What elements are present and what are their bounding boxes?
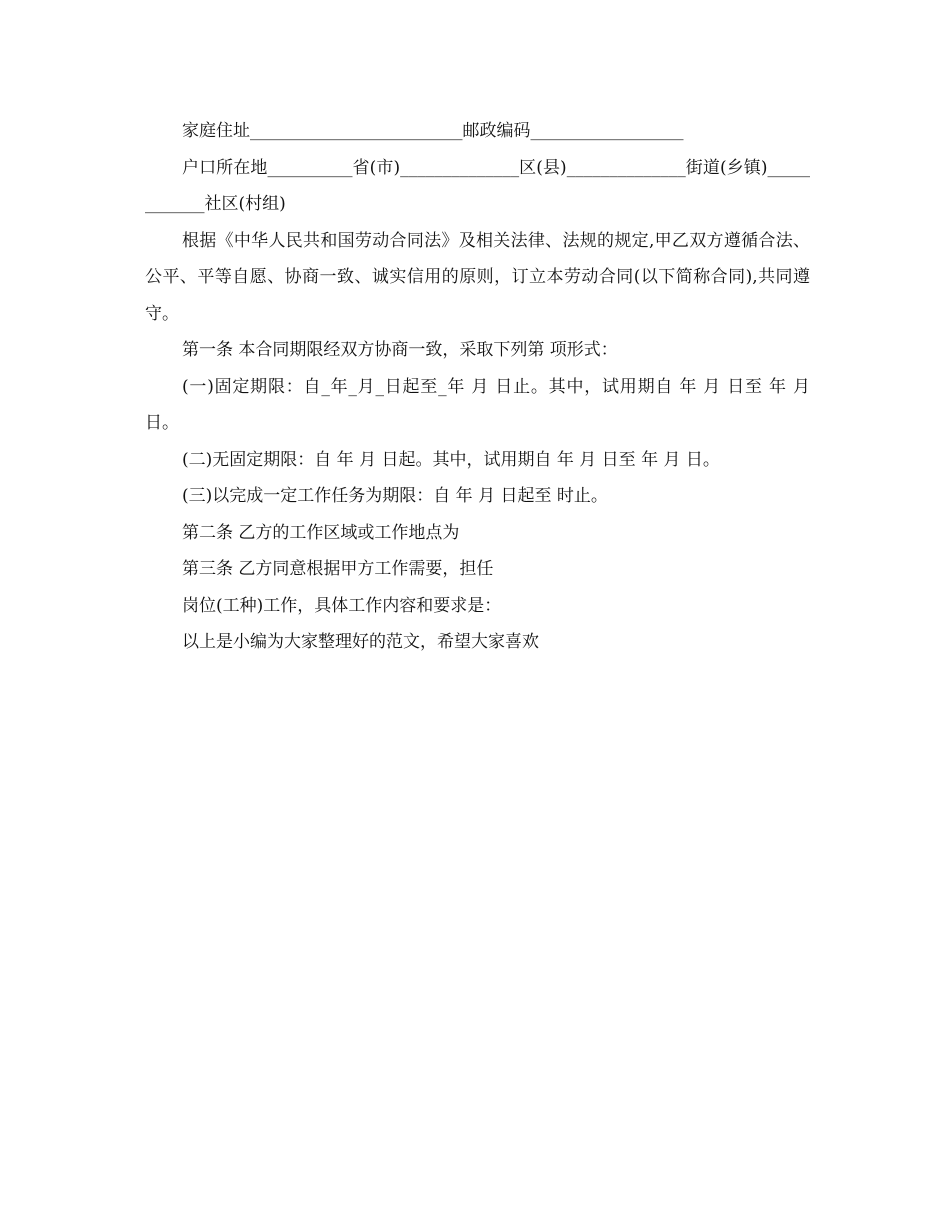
household-registration-line: 户口所在地__________省(市)______________区(县)______________街道(乡镇)____________社区(村组) [145,157,810,214]
contract-basis-paragraph: 根据《中华人民共和国劳动合同法》及相关法律、法规的规定,甲乙双方遵循合法、公平、平等自愿、协商一致、诚实信用的原则，订立本劳动合同(以下简称合同),共同遵守。 [145,230,810,324]
task-term-clause: (三)以完成一定工作任务为期限：自 年 月 日起至 时止。 [182,486,608,506]
closing-note: 以上是小编为大家整理好的范文，希望大家喜欢 [182,632,539,652]
article-one-heading: 第一条 本合同期限经双方协商一致，采取下列第 项形式： [182,340,618,360]
article-three: 第三条 乙方同意根据甲方工作需要，担任 [182,559,494,579]
home-address-line: 家庭住址_________________________邮政编码__________________ [182,121,684,141]
open-term-clause: (二)无固定期限：自 年 月 日起。其中，试用期自 年 月 日至 年 月 日。 [182,449,720,470]
fixed-term-clause: (一)固定期限：自_年_月_日起至_年 月 日止。其中，试用期自 年 月 日至 年 月 日。 [145,376,816,433]
document-page [145,113,816,661]
position-requirements-line: 岗位(工种)工作，具体工作内容和要求是： [182,595,502,616]
article-two: 第二条 乙方的工作区域或工作地点为 [182,522,460,543]
